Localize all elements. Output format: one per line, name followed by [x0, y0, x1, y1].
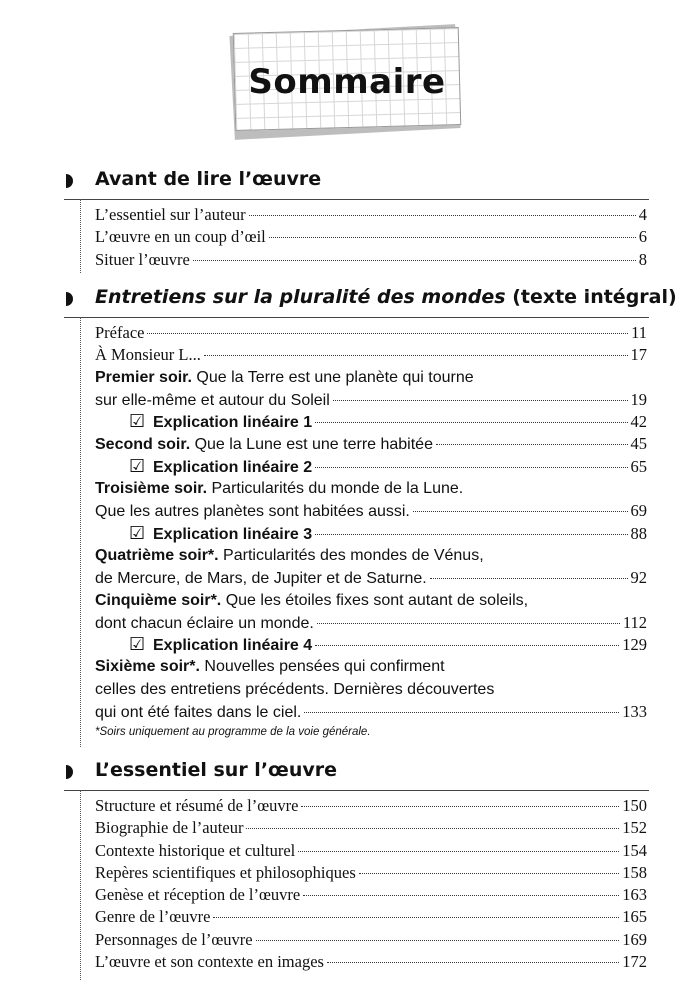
dot-leader: [359, 873, 620, 874]
dot-leader: [436, 444, 628, 445]
section-rule: [64, 199, 649, 200]
dot-leader: [303, 895, 619, 896]
section-vertical-rule: [80, 199, 81, 273]
dot-leader: [269, 237, 636, 238]
toc-entry[interactable]: Que les autres planètes sont habitées aussi. 69: [95, 501, 647, 521]
toc-entry[interactable]: Biographie de l’auteur 152: [95, 818, 647, 838]
toc-entry-explication[interactable]: ☑ Explication linéaire 2 65: [129, 455, 647, 477]
toc-entry[interactable]: Situer l’œuvre 8: [95, 249, 647, 269]
toc-entry-line2[interactable]: celles des entretiens précédents. Dernières découvertes: [95, 680, 495, 698]
toc-entry[interactable]: Personnages de l’œuvre 169: [95, 929, 647, 949]
toc-entry[interactable]: L’œuvre en un coup d’œil 6: [95, 227, 647, 247]
dot-leader: [298, 851, 619, 852]
toc-entry[interactable]: Genèse et réception de l’œuvre 163: [95, 885, 647, 905]
toc-entry-line1[interactable]: Quatrième soir*. Particularités des mondes de Vénus,: [95, 546, 484, 564]
section-rule: [64, 317, 649, 318]
toc-entry-explication[interactable]: ☑ Explication linéaire 1 42: [129, 411, 647, 433]
toc-entry-line1[interactable]: Troisième soir. Particularités du monde de la Lune.: [95, 480, 464, 498]
toc-list-avant: [95, 204, 647, 271]
toc-entry[interactable]: Préface 11: [95, 323, 647, 342]
toc-entry[interactable]: de Mercure, de Mars, de Jupiter et de Saturne. 92: [95, 568, 647, 588]
section-title: Avant de lire l’œuvre: [95, 168, 322, 190]
half-disc-bullet-icon: [64, 765, 76, 779]
dot-leader: [315, 534, 627, 535]
checkbox-tick-icon: ☑: [129, 455, 146, 477]
section-title: L’essentiel sur l’œuvre: [95, 759, 337, 781]
page-title: Sommaire: [248, 62, 446, 102]
dot-leader: [304, 712, 619, 713]
dot-leader: [413, 511, 628, 512]
dot-leader: [315, 645, 619, 646]
toc-entry[interactable]: L’œuvre et son contexte en images 172: [95, 952, 647, 972]
dot-leader: [147, 333, 628, 334]
dot-leader: [315, 422, 627, 423]
section-header-entretiens: [64, 286, 677, 316]
toc-entry-line1[interactable]: Cinquième soir*. Que les étoiles fixes sont autant de soleils,: [95, 591, 529, 609]
checkbox-tick-icon: ☑: [129, 411, 146, 433]
section-title: Entretiens sur la pluralité des mondes (texte intégral): [95, 286, 677, 308]
toc-entry[interactable]: qui ont été faites dans le ciel. 133: [95, 702, 647, 722]
dot-leader: [256, 940, 620, 941]
toc-entry-line1[interactable]: Sixième soir*. Nouvelles pensées qui confirment: [95, 658, 445, 676]
toc-entry[interactable]: Structure et résumé de l’œuvre 150: [95, 796, 647, 815]
toc-entry[interactable]: Second soir. Que la Lune est une terre habitée 45: [95, 434, 647, 454]
half-disc-bullet-icon: [64, 174, 76, 188]
toc-entry-line1[interactable]: Premier soir. Que la Terre est une planète qui tourne: [95, 368, 474, 386]
dot-leader: [430, 578, 628, 579]
footnote: *Soirs uniquement au programme de la voie générale.: [95, 726, 371, 739]
toc-entry-explication[interactable]: ☑ Explication linéaire 4 129: [129, 634, 647, 656]
dot-leader: [327, 962, 619, 963]
dot-leader: [333, 400, 628, 401]
half-disc-bullet-icon: [64, 292, 76, 306]
section-header-avant: [64, 168, 664, 198]
section-rule: [64, 790, 649, 791]
toc-entry-explication[interactable]: ☑ Explication linéaire 3 88: [129, 522, 647, 544]
checkbox-tick-icon: ☑: [129, 634, 146, 656]
toc-list-essentiel: [95, 795, 647, 973]
toc-entry[interactable]: Contexte historique et culturel 154: [95, 840, 647, 860]
dot-leader: [315, 467, 627, 468]
toc-entry[interactable]: sur elle-même et autour du Soleil 19: [95, 389, 647, 409]
toc-entry[interactable]: L’essentiel sur l’auteur 4: [95, 205, 647, 224]
checkbox-tick-icon: ☑: [129, 522, 146, 544]
toc-entry[interactable]: Repères scientifiques et philosophiques 158: [95, 862, 647, 882]
section-vertical-rule: [80, 790, 81, 980]
dot-leader: [317, 623, 620, 624]
section-vertical-rule: [80, 317, 81, 747]
section-header-essentiel: [64, 759, 664, 789]
toc-list-entretiens: [95, 322, 647, 741]
dot-leader: [193, 260, 636, 261]
dot-leader: [301, 806, 619, 807]
toc-entry[interactable]: Genre de l’œuvre 165: [95, 907, 647, 927]
toc-entry[interactable]: À Monsieur L... 17: [95, 345, 647, 365]
toc-entry[interactable]: dont chacun éclaire un monde. 112: [95, 612, 647, 632]
dot-leader: [246, 828, 619, 829]
dot-leader: [213, 917, 619, 918]
dot-leader: [249, 215, 636, 216]
dot-leader: [204, 355, 628, 356]
